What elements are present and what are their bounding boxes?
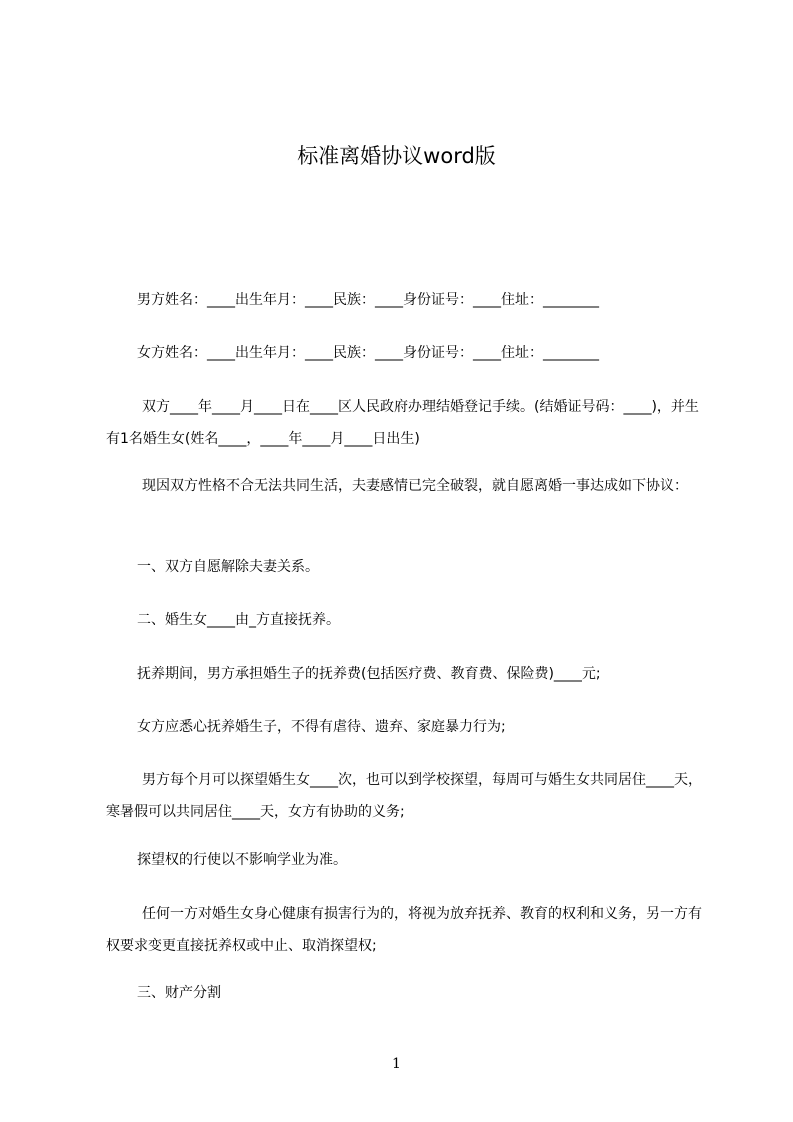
page-number: 1 xyxy=(392,1056,401,1072)
paragraph-male-info: 男方姓名：____出生年月：____民族：____身份证号：____住址：________ xyxy=(137,292,599,308)
paragraph-female-info: 女方姓名：____出生年月：____民族：____身份证号：____住址：________ xyxy=(137,345,599,361)
paragraph-harm-clause: 任何一方对婚生女身心健康有损害行为的，将视为放弃抚养、教育的权利和义务，另一方有权要求变更直接抚养权或中止、取消探望权; xyxy=(106,906,702,954)
paragraph-clause-3: 三、财产分割 xyxy=(137,985,221,1001)
paragraph-visitation: 男方每个月可以探望婚生女____次，也可以到学校探望，每周可与婚生女共同居住____天，寒暑假可以共同居住____天，女方有协助的义务; xyxy=(106,772,702,820)
paragraph-clause-1: 一、双方自愿解除夫妻关系。 xyxy=(137,559,319,575)
paragraph-clause-2: 二、婚生女____由_方直接抚养。 xyxy=(137,612,340,628)
paragraph-marriage-registration: 双方____年____月____日在____区人民政府办理结婚登记手续。(结婚证号码：____)，并生有1名婚生女(姓名____，____年____月____日出生) xyxy=(106,399,699,447)
paragraph-female-duty: 女方应悉心抚养婚生子，不得有虐待、遗弃、家庭暴力行为; xyxy=(137,719,506,735)
paragraph-child-support: 抚养期间，男方承担婚生子的抚养费(包括医疗费、教育费、保险费)____元; xyxy=(137,666,601,682)
paragraph-reason: 现因双方性格不合无法共同生活，夫妻感情已完全破裂，就自愿离婚一事达成如下协议： xyxy=(142,478,688,494)
paragraph-visitation-rule: 探望权的行使以不影响学业为准。 xyxy=(137,852,347,868)
document-title: 标准离婚协议word版 xyxy=(297,144,496,168)
